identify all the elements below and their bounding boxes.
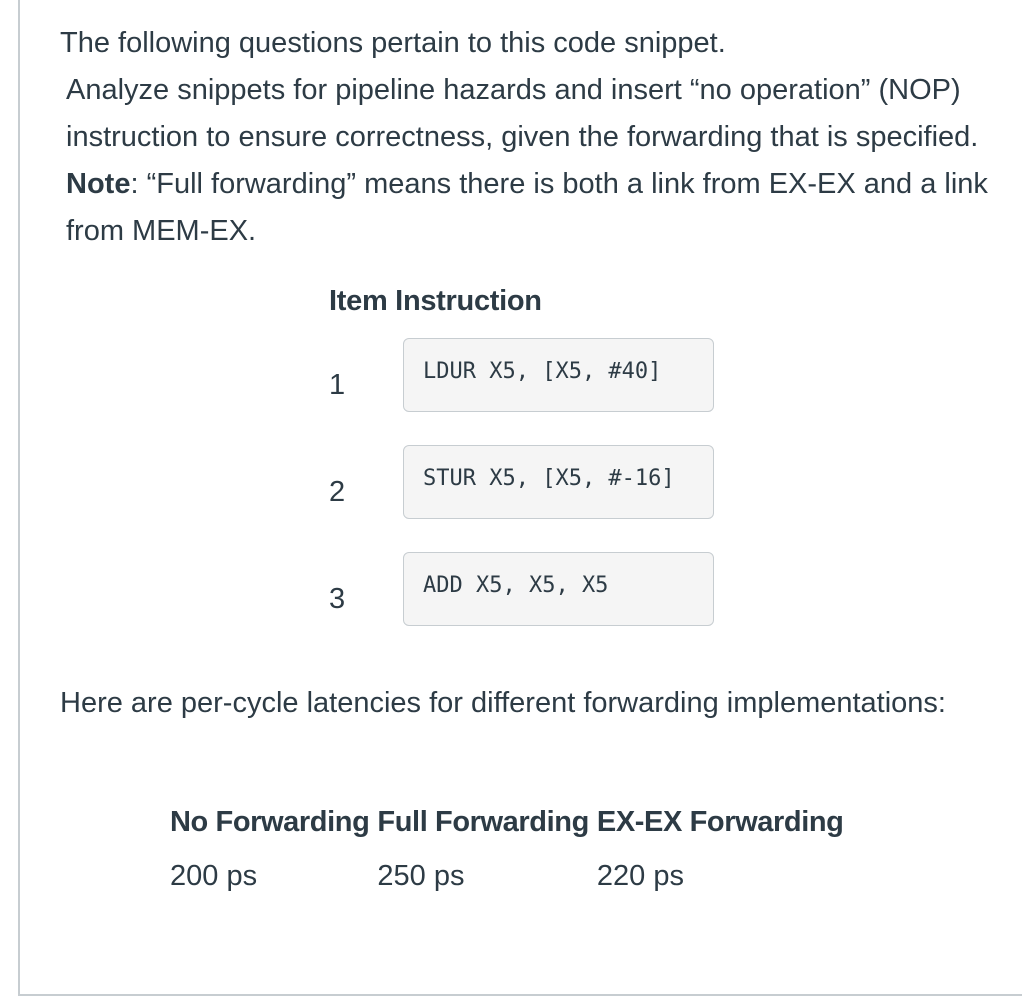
note-text: : “Full forwarding” means there is both a link from EX-EX and a link from MEM-EX. — [66, 168, 988, 247]
intro-text: Analyze snippets for pipeline hazards and insert “no operation” (NOP) instruction to ensure correctness, given the forwarding that is specified. — [66, 74, 979, 153]
value-ex-ex-forwarding: 220 ps — [596, 859, 684, 892]
note-label: Note — [66, 168, 131, 200]
item-number: 2 — [329, 476, 346, 508]
item-number: 1 — [329, 369, 346, 401]
intro-line-1: The following questions pertain to this code snippet. — [60, 27, 726, 59]
header-ex-ex-forwarding: EX-EX Forwarding — [596, 806, 844, 838]
snippet-header: Item Instruction — [329, 285, 542, 317]
intro-paragraph — [60, 67, 1000, 255]
question-intro — [60, 20, 1000, 255]
header-no-forwarding: No Forwarding — [170, 806, 370, 838]
value-no-forwarding: 200 ps — [170, 859, 258, 892]
snippet-row — [329, 445, 729, 521]
latency-intro: Here are per-cycle latencies for different forwarding implementations: — [60, 687, 946, 719]
latency-header-row — [170, 806, 851, 848]
snippet-row — [329, 338, 729, 414]
item-number: 3 — [329, 583, 346, 615]
instruction-code-box: LDUR X5, [X5, #40] — [403, 338, 714, 412]
latency-table — [170, 806, 851, 904]
value-full-forwarding: 250 ps — [377, 859, 465, 892]
instruction-code-box: STUR X5, [X5, #-16] — [403, 445, 714, 519]
instruction-code-box: ADD X5, X5, X5 — [403, 552, 714, 626]
header-full-forwarding: Full Forwarding — [377, 806, 589, 838]
snippet-row — [329, 552, 729, 628]
latency-value-row — [170, 848, 851, 904]
